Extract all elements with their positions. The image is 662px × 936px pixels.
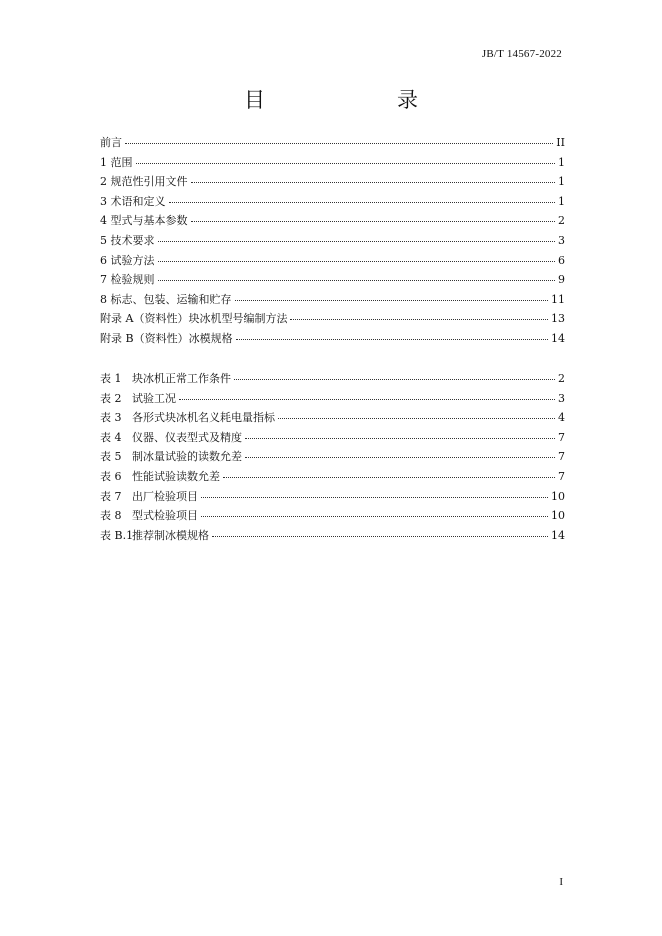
list-of-tables bbox=[100, 370, 565, 546]
table-list-entry[interactable] bbox=[100, 488, 565, 508]
table-list-entry-title bbox=[100, 468, 220, 484]
dot-leader bbox=[212, 528, 548, 537]
table-number: 表 5 bbox=[100, 450, 122, 464]
table-caption: 推荐制冰模规格 bbox=[132, 528, 209, 542]
table-number: 表 7 bbox=[100, 489, 122, 503]
table-list-entry[interactable] bbox=[100, 429, 565, 449]
table-number: 表 3 bbox=[100, 411, 122, 425]
table-list-entry-page: 4 bbox=[558, 411, 565, 425]
dot-leader bbox=[191, 174, 556, 183]
toc-entry-title: 1 范围 bbox=[100, 155, 133, 169]
table-caption: 性能试验读数允差 bbox=[132, 469, 220, 483]
standard-code: JB/T 14567-2022 bbox=[481, 48, 562, 60]
dot-leader bbox=[136, 155, 556, 164]
toc-entry-page: 1 bbox=[558, 194, 565, 208]
dot-leader bbox=[158, 253, 556, 262]
table-caption: 各形式块冰机名义耗电量指标 bbox=[132, 411, 275, 425]
table-list-entry-title bbox=[100, 370, 231, 386]
toc-entry[interactable] bbox=[100, 154, 565, 174]
table-caption: 制冰量试验的读数允差 bbox=[132, 450, 242, 464]
toc-entry[interactable] bbox=[100, 173, 565, 193]
toc-entry-page: 1 bbox=[558, 175, 565, 189]
toc-entry-title: 附录 B（资料性）冰模规格 bbox=[100, 331, 233, 345]
dot-leader bbox=[169, 194, 556, 203]
dot-leader bbox=[179, 391, 555, 400]
table-list-entry-title bbox=[100, 409, 275, 425]
toc-entry-title: 附录 A（资料性）块冰机型号编制方法 bbox=[100, 312, 288, 326]
toc-entry-page: 2 bbox=[558, 214, 565, 228]
table-list-entry[interactable] bbox=[100, 527, 565, 547]
toc-entry[interactable] bbox=[100, 271, 565, 291]
table-list-entry-title bbox=[100, 488, 198, 504]
toc-entry[interactable] bbox=[100, 232, 565, 252]
dot-leader bbox=[223, 469, 555, 478]
page-number: I bbox=[559, 876, 563, 888]
table-list-entry[interactable] bbox=[100, 507, 565, 527]
dot-leader bbox=[201, 489, 548, 498]
dot-leader bbox=[234, 371, 555, 380]
toc-entry[interactable] bbox=[100, 252, 565, 272]
table-list-entry[interactable] bbox=[100, 448, 565, 468]
table-caption: 块冰机正常工作条件 bbox=[132, 372, 231, 385]
toc-entry-title: 3 术语和定义 bbox=[100, 194, 166, 208]
toc-entry[interactable] bbox=[100, 134, 565, 154]
table-list-entry-page: 10 bbox=[551, 489, 565, 503]
dot-leader bbox=[278, 410, 555, 419]
table-list-entry-title bbox=[100, 448, 242, 464]
dot-leader bbox=[290, 311, 548, 320]
toc-entry-page: 14 bbox=[551, 331, 565, 345]
toc-entry-title: 7 检验规则 bbox=[100, 273, 155, 287]
table-number: 表 1 bbox=[100, 372, 122, 385]
toc-entry[interactable] bbox=[100, 193, 565, 213]
toc-entry-title: 8 标志、包装、运输和贮存 bbox=[100, 292, 232, 306]
table-list-entry[interactable] bbox=[100, 370, 565, 390]
table-list-entry-page: 2 bbox=[558, 372, 565, 385]
toc-entry[interactable] bbox=[100, 310, 565, 330]
toc-entry-page: 6 bbox=[558, 253, 565, 267]
dot-leader bbox=[245, 449, 555, 458]
toc-entry[interactable] bbox=[100, 291, 565, 311]
table-list-entry-page: 10 bbox=[551, 509, 565, 523]
toc-entry-page: 13 bbox=[551, 312, 565, 326]
dot-leader bbox=[245, 430, 555, 439]
table-number: 表 B.1 bbox=[100, 528, 134, 542]
toc-entry-page: 1 bbox=[558, 155, 565, 169]
table-list-entry-title bbox=[100, 507, 198, 523]
table-list-entry-page: 7 bbox=[558, 450, 565, 464]
table-number: 表 8 bbox=[100, 509, 122, 523]
table-number: 表 2 bbox=[100, 391, 122, 405]
table-caption: 仪器、仪表型式及精度 bbox=[132, 430, 242, 444]
toc-entry[interactable] bbox=[100, 330, 565, 350]
table-number: 表 4 bbox=[100, 430, 122, 444]
dot-leader bbox=[158, 233, 556, 242]
toc-entry-title: 6 试验方法 bbox=[100, 253, 155, 267]
table-list-entry-title bbox=[100, 429, 242, 445]
dot-leader bbox=[235, 292, 549, 301]
table-caption: 型式检验项目 bbox=[132, 509, 198, 523]
dot-leader bbox=[158, 272, 556, 281]
toc-entry-page: 3 bbox=[558, 233, 565, 247]
table-list-entry-page: 3 bbox=[558, 391, 565, 405]
table-list-entry-title bbox=[100, 390, 176, 406]
table-caption: 试验工况 bbox=[132, 391, 176, 405]
page-title: 目 录 bbox=[244, 88, 448, 112]
toc-entry[interactable] bbox=[100, 212, 565, 232]
table-list-entry-page: 7 bbox=[558, 430, 565, 444]
table-list-entry[interactable] bbox=[100, 390, 565, 410]
toc-entry-title: 4 型式与基本参数 bbox=[100, 214, 188, 228]
table-list-entry-page: 7 bbox=[558, 469, 565, 483]
table-number: 表 6 bbox=[100, 469, 122, 483]
table-list-entry[interactable] bbox=[100, 409, 565, 429]
toc-entry-title: 2 规范性引用文件 bbox=[100, 175, 188, 189]
table-list-entry-title bbox=[100, 527, 209, 543]
table-caption: 出厂检验项目 bbox=[132, 489, 198, 503]
table-list-entry-page: 14 bbox=[551, 528, 565, 542]
toc-entry-page: II bbox=[556, 136, 565, 149]
table-list-entry[interactable] bbox=[100, 468, 565, 488]
toc-entry-title: 5 技术要求 bbox=[100, 233, 155, 247]
toc-entry-title: 前言 bbox=[100, 136, 122, 149]
dot-leader bbox=[125, 135, 553, 144]
dot-leader bbox=[201, 508, 548, 517]
dot-leader bbox=[236, 331, 548, 340]
toc-entry-page: 11 bbox=[551, 292, 565, 306]
toc-entry-page: 9 bbox=[558, 273, 565, 287]
table-of-contents bbox=[100, 134, 565, 350]
dot-leader bbox=[191, 213, 556, 222]
